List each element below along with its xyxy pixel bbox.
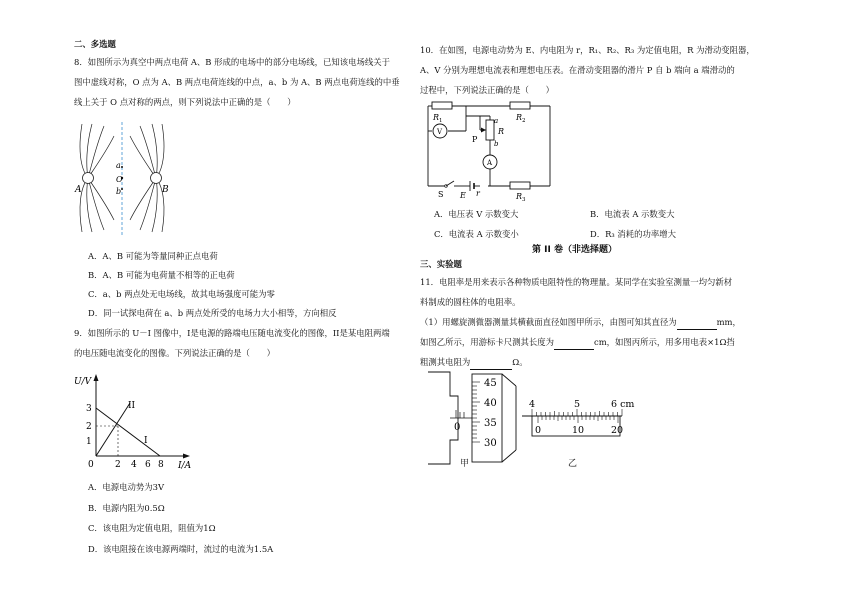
q11-text-3a: （1）用螺旋测微器测量其横截面直径如图甲所示，由图可知其直径为 [420,317,677,327]
x-tick-8: 8 [158,460,164,470]
q10-option-c: C．电流表 A 示数变小 [434,229,519,239]
figure-label-jia: 甲 [460,459,470,469]
q11-text-2: 料制成的圆柱体的电阻率。 [420,297,521,307]
y-axis-arrow [94,374,99,381]
q8-text-1: 8．如图所示为真空中两点电荷 A、B 形成的电场中的部分电场线，已知该电场线关于 [74,57,390,67]
label-r1: R [433,113,440,122]
main-scale-ticks [532,409,622,416]
q8-text-2: 图中虚线对称，O 点为 A、B 两点电荷连线的中点，a、b 为 A、B 两点电荷连线的中垂 [74,77,400,87]
label-A: A [75,185,82,195]
q11-text-5a: 粗测其电阻为 [420,357,471,367]
thimble-label-35: 35 [484,418,497,429]
thimble-label-45: 45 [484,378,497,389]
main-label-6cm: 6 cm [611,399,635,410]
q11-text-5b: Ω。 [512,357,528,367]
q10-text-3: 过程中，下列说法正确的是（ ） [420,85,554,95]
vernier-label-10: 10 [572,425,585,436]
label-a: a [116,161,121,170]
q10-option-d: D．R₃ 消耗的功率增大 [590,229,677,239]
q9-option-b: B．电源内阻为0.5Ω [88,503,165,513]
q8-option-b: B．A、B 可能为电荷量不相等的正电荷 [88,270,235,280]
thimble-label-40: 40 [484,398,497,409]
charge-b [151,173,162,184]
x-axis-label: I/A [178,461,192,471]
y-tick-3: 3 [86,404,92,414]
y-tick-1: 1 [86,437,92,447]
main-label-4: 4 [529,399,536,410]
q11-text-3 [420,316,741,330]
label-b: b [116,187,122,196]
label-e: E [460,191,466,200]
micrometer-figure [422,368,522,468]
point-a [121,166,123,168]
figure-label-yi: 乙 [568,459,578,469]
main-label-5: 5 [574,399,581,410]
vernier-ticks [538,416,618,423]
label-r1-sub: 1 [439,118,443,124]
vernier-label-0: 0 [535,425,542,436]
q8-text-3: 线上关于 O 点对称的两点，则下列说法中正确的是（ ） [74,97,296,107]
q10-option-a: A．电压表 V 示数变大 [434,209,519,219]
q11-text-3b: mm， [716,317,741,327]
q10-option-b: B．电流表 A 示数变大 [590,209,675,219]
label-s: S [438,190,444,199]
label-line-II: II [128,401,136,411]
slider-arrow [481,128,486,133]
vernier-caliper-figure [518,396,635,456]
q9-option-a: A．电源电动势为3V [88,482,165,492]
label-r2: R [516,113,523,122]
section-heading-experiment: 三、实验题 [420,259,462,269]
label-B: B [162,185,169,195]
label-r2-sub: 2 [522,118,526,124]
label-r: R [498,127,505,136]
x-tick-4: 4 [131,460,137,470]
q9-text-1: 9．如图所示的 U－I 图像中，I是电源的路端电压随电流变化的图像，II是某电阻两端 [74,328,390,338]
point-b [121,188,123,190]
rheostat-r [486,120,494,140]
label-v: V [437,128,443,136]
q9-option-c: C．该电阻为定值电阻，阻值为1Ω [88,523,216,533]
label-r3: R [516,192,523,201]
q11-text-4a: 如图乙所示，用游标卡尺测其长度为 [420,337,554,347]
switch-blade [446,181,454,186]
label-ammeter: A [487,159,493,167]
sleeve-label-0: 0 [454,422,461,433]
charge-a [83,173,94,184]
thimble-ticks [472,382,480,442]
resistor-r3 [510,182,530,189]
x-axis-arrow [183,454,190,459]
q8-option-c: C．a、b 两点处无电场线，故其电场强度可能为零 [88,289,275,299]
part-2-title: 第 II 卷（非选择题） [532,245,617,255]
q10-circuit-diagram [420,98,560,204]
q11-text-4b: cm，如图丙所示，用多用电表×1Ω挡 [594,337,735,347]
y-axis-label: U/V [74,377,92,387]
q11-text-1: 11．电阻率是用来表示各种物质电阻特性的物理量。某同学在实验室测量一均匀新材 [420,277,733,287]
y-tick-2: 2 [86,422,92,432]
label-line-I: I [144,436,148,446]
label-O: O [116,175,123,184]
label-p: P [472,135,478,144]
q8-option-a: A．A、B 可能为等量同种正点电荷 [88,251,218,261]
label-b-end: b [494,140,499,148]
x-tick-0: 0 [88,460,94,470]
length-blank[interactable] [554,336,594,350]
q10-text-1: 10．在如图，电源电动势为 E、内电阻为 r，R₁、R₂、R₃ 为定值电阻，R 为滑动变阻器， [420,45,755,55]
q10-text-2: A、V 分别为理想电流表和理想电压表。在滑动变阻器的滑片 P 自 b 端向 a 端滑动的 [420,65,735,75]
q9-option-d: D．该电阻接在该电源两端时，流过的电流为1.5A [88,544,274,554]
resistor-r1 [432,102,452,109]
resistor-r2 [510,102,530,109]
q9-text-2: 的电压随电流变化的图像。下列说法正确的是（ ） [74,348,275,358]
q9-ui-graph [74,368,204,472]
label-r-internal: r [476,189,480,198]
thimble-label-30: 30 [484,438,497,449]
q11-text-4 [420,336,735,350]
x-tick-2: 2 [115,460,121,470]
x-tick-6: 6 [145,460,151,470]
vernier-label-20: 20 [611,425,624,436]
label-r3-sub: 3 [522,197,526,203]
q8-option-d: D．同一试探电荷在 a、b 两点处所受的电场力大小相等，方向相反 [88,308,337,318]
line-I [96,408,160,456]
label-a-end: a [494,117,499,125]
section-heading-multi: 二、多选题 [74,39,116,49]
q8-field-line-figure [74,118,184,238]
diameter-blank[interactable] [677,316,717,330]
